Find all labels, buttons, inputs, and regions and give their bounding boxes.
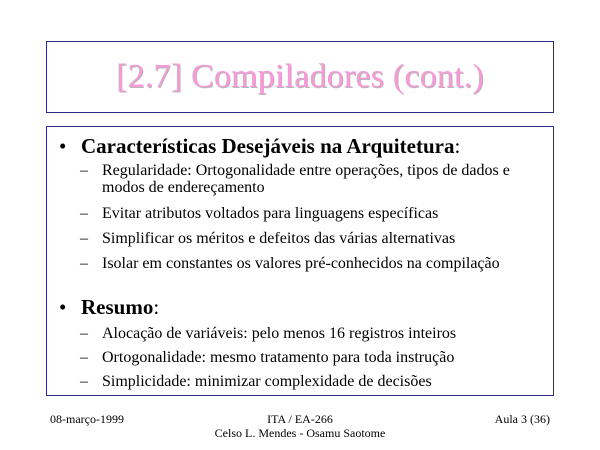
dash-icon: – [80,325,88,342]
list-item-text: Alocação de variáveis: pelo menos 16 registros inteiros [102,325,457,342]
footer-page-number: Aula 3 (36) [494,412,550,426]
footer-authors: Celso L. Mendes - Osamu Saotome [214,426,386,440]
list-item-text: Ortogonalidade: mesmo tratamento para toda instrução [102,349,455,366]
list-item-text: Regularidade: Ortogonalidade entre operações, tipos de dados e modos de endereçamento [102,162,510,196]
dash-icon: – [80,349,88,366]
list-item-text: Simplificar os méritos e defeitos das várias alternativas [102,230,456,247]
dash-icon: – [80,205,88,222]
footer-institution: ITA / EA-266 [267,412,333,426]
list-item-text: Simplicidade: minimizar complexidade de decisões [102,373,432,390]
dash-icon: – [80,162,88,179]
dash-icon: – [80,373,88,390]
bullet-icon: • [59,295,67,319]
list-item-text: Isolar em constantes os valores pré-conhecidos na compilação [102,255,500,272]
section-heading-bold: Características Desejáveis na Arquitetura [81,134,455,158]
footer-date: 08-março-1999 [50,412,124,426]
dash-icon: – [80,230,88,247]
slide-title: [2.7] Compiladores (cont.) [116,58,484,95]
content-box: • Características Desejáveis na Arquitetura: – Regularidade: Ortogonalidade entre operações, tipos de dados e modos de endereçamento – Evitar atributos voltados para linguagens específicas – Simplificar os méritos e defeitos das várias alternativas – Isolar em constantes os valores pré-conhecidos na compilação • Resumo: – Alocação de variáveis: pelo menos 16 registros inteiros – Ortogonalidade: mesmo tratamento para toda instrução – Simplicidade: minimizar complexidade de decisões [46,126,554,396]
title-box [46,41,554,113]
dash-icon: – [80,255,88,272]
bullet-icon: • [59,134,67,158]
list-item-text: Evitar atributos voltados para linguagens específicas [102,205,439,222]
section-heading-bold: Resumo [81,295,154,319]
